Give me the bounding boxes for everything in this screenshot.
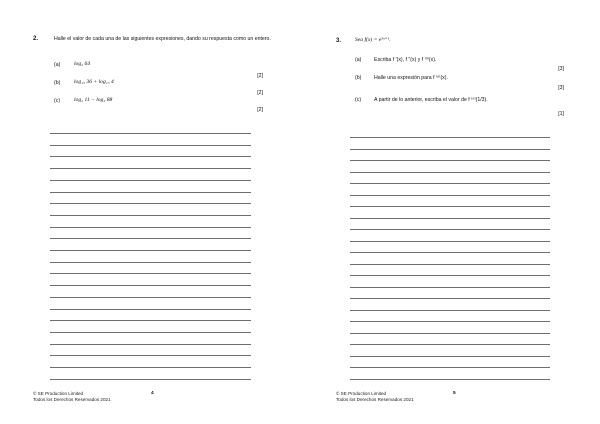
part-c-text: A partir de lo anterior, escriba el valor de f ⁽ⁿ⁾(1/3). (374, 97, 488, 103)
answer-line (350, 275, 550, 276)
answer-line (50, 238, 251, 239)
part-b-marks: [3] (558, 85, 564, 91)
function-definition: Sea f(x) = e³ˣ⁺¹. (355, 37, 391, 43)
answer-lines (50, 0, 251, 424)
part-a-marks: [2] (257, 73, 263, 79)
answer-line (50, 215, 251, 216)
part-c-marks: [2] (257, 107, 263, 113)
answer-line (50, 262, 251, 263)
part-a-text: Escriba f ′(x), f ″(x) y f ⁽³⁾(x). (374, 57, 437, 63)
answer-line (350, 241, 550, 242)
answer-line (50, 379, 251, 380)
answer-line (350, 252, 550, 253)
answer-line (350, 333, 550, 334)
part-b-marks: [2] (257, 90, 263, 96)
answer-line (50, 180, 251, 181)
part-b-label: (b) (355, 75, 362, 81)
answer-line (350, 172, 550, 173)
answer-line (350, 206, 550, 207)
footer-company: © SE Production Limited (336, 391, 387, 396)
answer-line (350, 264, 550, 265)
answer-line (350, 287, 550, 288)
answer-line (50, 227, 251, 228)
footer (336, 391, 414, 403)
answer-line (350, 379, 550, 380)
answer-line (50, 192, 251, 193)
answer-line (350, 344, 550, 345)
answer-line (50, 367, 251, 368)
answer-line (50, 145, 251, 146)
answer-line (50, 355, 251, 356)
answer-line (350, 218, 550, 219)
footer (33, 391, 111, 403)
footer-rights: Todos los Derechos Reservados 2021 (336, 397, 414, 402)
part-a-marks: [3] (558, 66, 564, 72)
question-text: Halle el valor de cada una de las siguientes expresiones, dando su respuesta como un entero. (54, 36, 271, 42)
answer-line (50, 273, 251, 274)
answer-line (350, 310, 550, 311)
answer-line (50, 285, 251, 286)
answer-line (350, 229, 550, 230)
answer-line (50, 344, 251, 345)
question-number: 2. (33, 36, 39, 42)
part-c-label: (c) (355, 97, 362, 103)
answer-line (50, 203, 251, 204)
part-a-label: (a) (54, 62, 61, 68)
answer-line (350, 321, 550, 322)
answer-line (350, 356, 550, 357)
answer-line (50, 332, 251, 333)
answer-line (350, 137, 550, 138)
answer-line (350, 160, 550, 161)
answer-line (50, 156, 251, 157)
answer-lines (350, 0, 550, 424)
answer-line (350, 149, 550, 150)
part-c-label: (c) (54, 98, 61, 104)
page-number: 4 (151, 391, 154, 396)
answer-line (350, 195, 550, 196)
answer-line (50, 250, 251, 251)
answer-line (50, 168, 251, 169)
answer-line (50, 297, 251, 298)
answer-line (50, 320, 251, 321)
part-b-expression: log₁₅ 36 + log₁₅ 4 (74, 79, 114, 85)
footer-company: © SE Production Limited (33, 391, 84, 396)
part-a-label: (a) (355, 57, 362, 63)
answer-line (350, 298, 550, 299)
part-b-text: Halle una expresión para f ⁽ⁿ⁾(x). (374, 75, 448, 81)
part-c-expression: log₂ 11 − log₂ 88 (74, 97, 113, 103)
answer-line (350, 367, 550, 368)
answer-line (50, 309, 251, 310)
question-number: 3. (336, 38, 342, 44)
part-c-marks: [1] (558, 111, 564, 117)
part-a-expression: log₂ 64 (74, 61, 91, 67)
page-number: 5 (453, 391, 456, 396)
part-b-label: (b) (54, 80, 61, 86)
right-page (300, 0, 600, 424)
answer-line (350, 183, 550, 184)
footer-rights: Todos los Derechos Reservados 2021 (33, 397, 111, 402)
answer-line (50, 133, 251, 134)
